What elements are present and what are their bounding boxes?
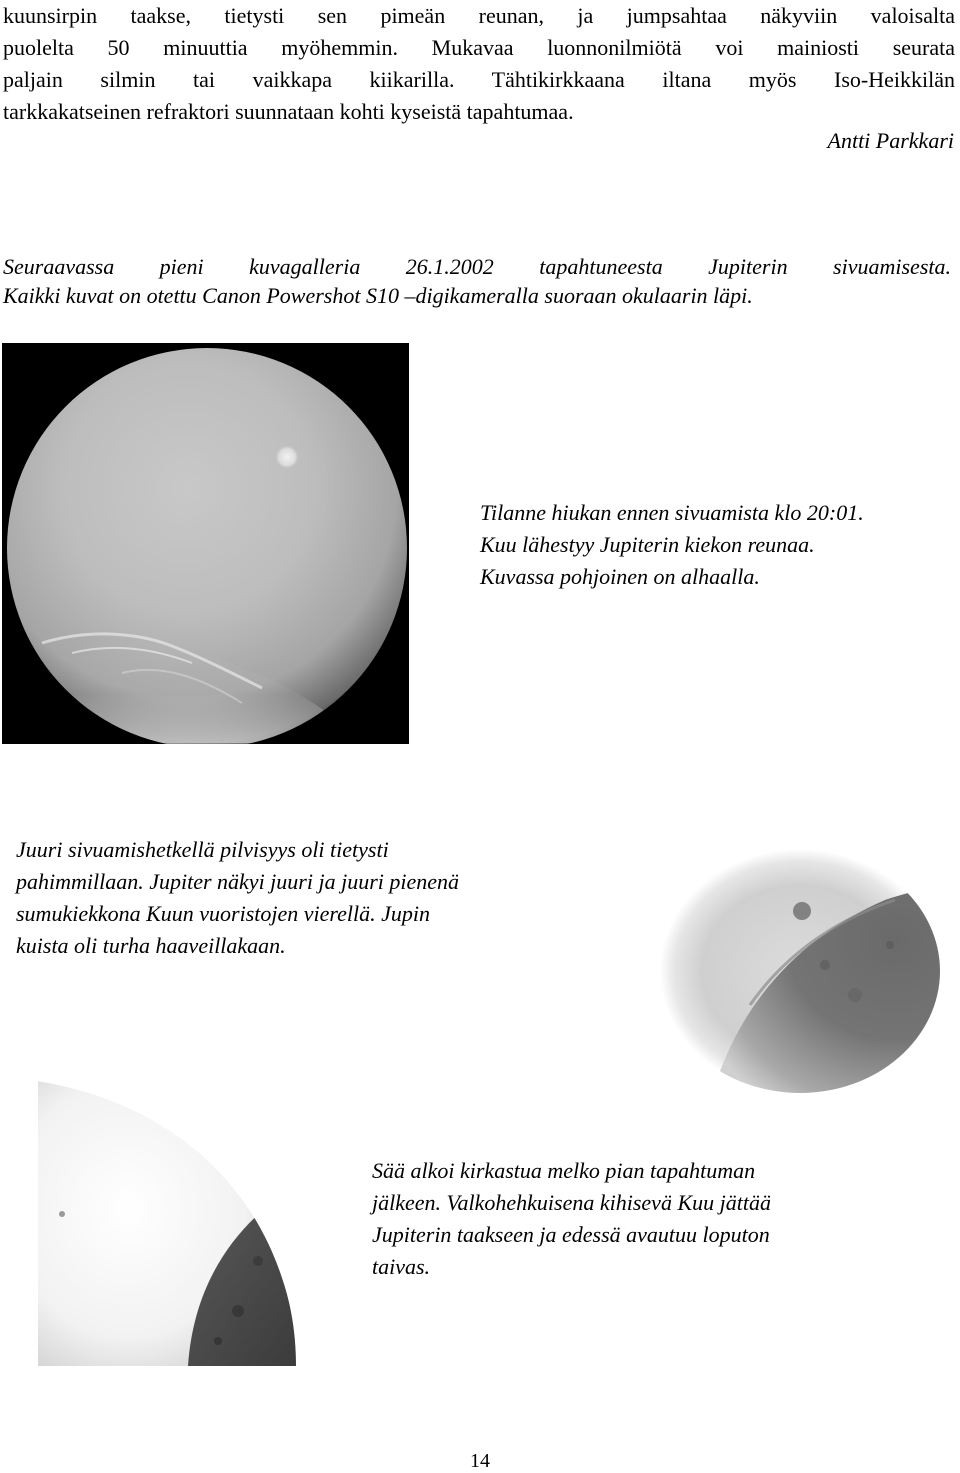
jupiter-disc [793, 902, 811, 920]
page-number: 14 [470, 1450, 490, 1472]
caption-photo-1 [480, 497, 864, 593]
caption-line: Kuvassa pohjoinen on alhaalla. [480, 564, 760, 589]
caption-line: Tilanne hiukan ennen sivuamista klo 20:01. [480, 500, 864, 525]
caption-line: Sää alkoi kirkastua melko pian tapahtuman [372, 1158, 756, 1183]
photo-after-occultation [38, 1081, 308, 1366]
caption-line: sumukiekkona Kuun vuoristojen vierellä. Jupin [16, 901, 431, 926]
paragraph-line: kuunsirpin taakse, tietysti sen pimeän reunan, ja jumpsahtaa näkyviin valoisalta [3, 3, 955, 28]
author-signature: Antti Parkkari [827, 128, 954, 153]
caption-line: jälkeen. Valkohehkuisena kihisevä Kuu jättää [372, 1190, 771, 1215]
intro-line: Seuraavassa pieni kuvagalleria 26.1.2002 tapahtuneesta Jupiterin sivuamisesta. [3, 254, 951, 279]
caption-photo-2 [16, 834, 459, 962]
paragraph-line: puolelta 50 minuuttia myöhemmin. Mukavaa luonnonilmiötä voi mainiosti seurata [3, 35, 955, 60]
caption-line: Jupiterin taakseen ja edessä avautuu loputon [372, 1222, 770, 1247]
caption-line: Kuu lähestyy Jupiterin kiekon reunaa. [480, 532, 815, 557]
photo-occultation-moment [655, 845, 945, 1097]
caption-line: taivas. [372, 1254, 431, 1279]
gallery-intro [3, 252, 951, 310]
paragraph-line: paljain silmin tai vaikkapa kiikarilla. Tähtikirkkaana iltana myös Iso-Heikkilän [3, 67, 955, 92]
caption-line: Juuri sivuamishetkellä pilvisyys oli tietysti [16, 837, 389, 862]
caption-photo-3 [372, 1155, 771, 1283]
caption-line: kuista oli turha haaveillakaan. [16, 933, 286, 958]
body-paragraph [3, 0, 955, 128]
paragraph-line: tarkkakatseinen refraktori suunnataan kohti kyseistä tapahtumaa. [3, 99, 574, 124]
photo-moon-approaching-jupiter [2, 343, 409, 744]
jupiter-disc [59, 1211, 65, 1217]
intro-line: Kaikki kuvat on otettu Canon Powershot S10 –digikameralla suoraan okulaarin läpi. [3, 283, 753, 308]
jupiter-disc [275, 445, 299, 469]
caption-line: pahimmillaan. Jupiter näkyi juuri ja juuri pienenä [16, 869, 460, 894]
